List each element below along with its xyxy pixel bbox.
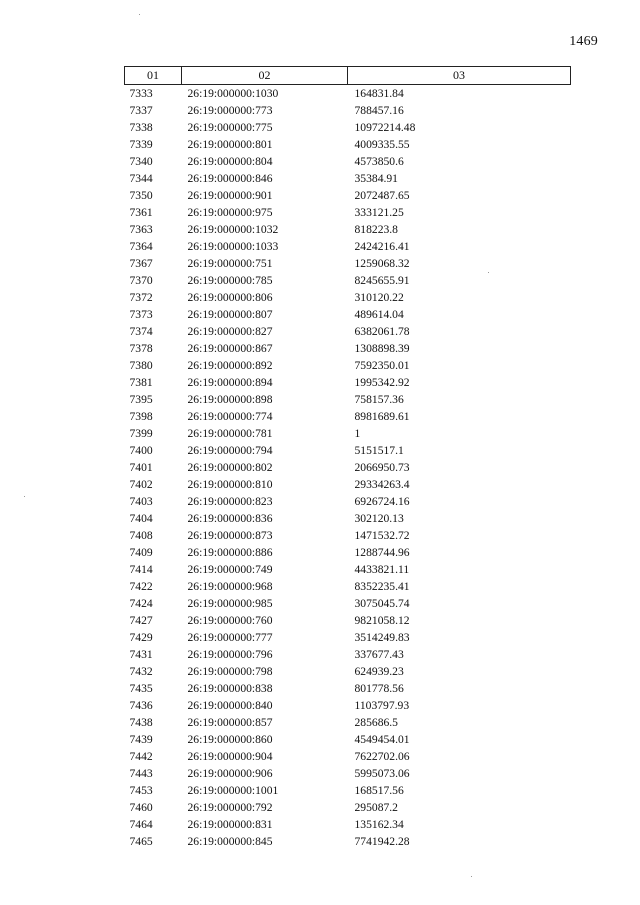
table-header [125,67,571,85]
table-row [125,510,571,527]
table-row [125,238,571,255]
value-cell: 310120.22 [354,291,404,304]
table-row [125,272,571,289]
value-cell: 8245655.91 [354,274,410,287]
cadastral-number-cell: 26:19:000000:775 [187,121,273,134]
scan-speck [471,876,472,877]
cadastral-number-cell: 26:19:000000:886 [187,546,273,559]
row-number-cell: 7401 [129,461,153,474]
row-number-cell: 7364 [129,240,153,253]
cadastral-number-cell: 26:19:000000:792 [187,801,273,814]
value-cell: 164831.84 [354,87,404,100]
row-number-cell: 7381 [129,376,153,389]
value-cell: 168517.56 [354,784,404,797]
table-row [125,323,571,340]
table-row [125,340,571,357]
row-number-cell: 7400 [129,444,153,457]
cadastral-number-cell: 26:19:000000:838 [187,682,273,695]
row-number-cell: 7372 [129,291,153,304]
row-number-cell: 7380 [129,359,153,372]
value-cell: 9821058.12 [354,614,410,627]
cadastral-number-cell: 26:19:000000:894 [187,376,273,389]
table-row [125,765,571,782]
row-number-cell: 7339 [129,138,153,151]
value-cell: 1 [354,427,361,440]
row-number-cell: 7408 [129,529,153,542]
cadastral-number-cell: 26:19:000000:857 [187,716,273,729]
row-number-cell: 7403 [129,495,153,508]
cadastral-number-cell: 26:19:000000:1030 [187,87,279,100]
row-number-cell: 7370 [129,274,153,287]
row-number-cell: 7337 [129,104,153,117]
cadastral-number-cell: 26:19:000000:867 [187,342,273,355]
table-row [125,629,571,646]
table-row [125,187,571,204]
row-number-cell: 7340 [129,155,153,168]
table-header-row [125,67,571,85]
row-number-cell: 7414 [129,563,153,576]
cadastral-number-cell: 26:19:000000:860 [187,733,273,746]
value-cell: 1308898.39 [354,342,410,355]
cadastral-number-cell: 26:19:000000:1001 [187,784,279,797]
table-row [125,527,571,544]
table-row [125,748,571,765]
value-cell: 285686.5 [354,716,398,729]
value-cell: 1471532.72 [354,529,410,542]
row-number-cell: 7424 [129,597,153,610]
cadastral-number-cell: 26:19:000000:827 [187,325,273,338]
value-cell: 8981689.61 [354,410,410,423]
row-number-cell: 7431 [129,648,153,661]
value-cell: 818223.8 [354,223,398,236]
cadastral-number-cell: 26:19:000000:807 [187,308,273,321]
row-number-cell: 7464 [129,818,153,831]
value-cell: 2066950.73 [354,461,410,474]
value-cell: 2072487.65 [354,189,410,202]
row-number-cell: 7439 [129,733,153,746]
table-row [125,663,571,680]
table-body [125,85,571,851]
table-row [125,408,571,425]
value-cell: 788457.16 [354,104,404,117]
value-cell: 10972214.48 [354,121,416,134]
row-number-cell: 7442 [129,750,153,763]
table-row [125,680,571,697]
row-number-cell: 7350 [129,189,153,202]
cadastral-number-cell: 26:19:000000:802 [187,461,273,474]
table-row [125,136,571,153]
cadastral-number-cell: 26:19:000000:798 [187,665,273,678]
table-row [125,578,571,595]
table-row [125,204,571,221]
row-number-cell: 7374 [129,325,153,338]
cadastral-number-cell: 26:19:000000:781 [187,427,273,440]
value-cell: 2424216.41 [354,240,410,253]
cadastral-number-cell: 26:19:000000:898 [187,393,273,406]
row-number-cell: 7367 [129,257,153,270]
row-number-cell: 7409 [129,546,153,559]
table-row [125,221,571,238]
value-cell: 7622702.06 [354,750,410,763]
table-row [125,697,571,714]
value-cell: 295087.2 [354,801,398,814]
value-cell: 6926724.16 [354,495,410,508]
value-cell: 35384.91 [354,172,398,185]
table-row [125,425,571,442]
table-row [125,731,571,748]
row-number-cell: 7399 [129,427,153,440]
value-cell: 4549454.01 [354,733,410,746]
row-number-cell: 7398 [129,410,153,423]
table-row [125,153,571,170]
row-number-cell: 7378 [129,342,153,355]
page-number: 1469 [569,34,598,49]
cadastral-number-cell: 26:19:000000:846 [187,172,273,185]
table-row [125,391,571,408]
cadastral-number-cell: 26:19:000000:751 [187,257,273,270]
value-cell: 4573850.6 [354,155,404,168]
row-number-cell: 7432 [129,665,153,678]
cadastral-number-cell: 26:19:000000:836 [187,512,273,525]
value-cell: 1288744.96 [354,546,410,559]
cadastral-number-cell: 26:19:000000:810 [187,478,273,491]
column-header-01: 01 [125,67,182,85]
cadastral-number-cell: 26:19:000000:901 [187,189,273,202]
row-number-cell: 7395 [129,393,153,406]
table-row [125,799,571,816]
cadastral-number-cell: 26:19:000000:801 [187,138,273,151]
row-number-cell: 7338 [129,121,153,134]
table-row [125,306,571,323]
cadastral-number-cell: 26:19:000000:906 [187,767,273,780]
table-row [125,714,571,731]
row-number-cell: 7453 [129,784,153,797]
cadastral-number-cell: 26:19:000000:804 [187,155,273,168]
row-number-cell: 7344 [129,172,153,185]
table-row [125,102,571,119]
cadastral-number-cell: 26:19:000000:823 [187,495,273,508]
cadastral-number-cell: 26:19:000000:840 [187,699,273,712]
table-row [125,646,571,663]
cadastral-number-cell: 26:19:000000:785 [187,274,273,287]
value-cell: 801778.56 [354,682,404,695]
column-header-03: 03 [348,67,571,85]
cadastral-number-cell: 26:19:000000:806 [187,291,273,304]
table-row [125,374,571,391]
row-number-cell: 7422 [129,580,153,593]
data-table-container [124,66,570,850]
cadastral-number-cell: 26:19:000000:975 [187,206,273,219]
value-cell: 1259068.32 [354,257,410,270]
scan-speck [139,14,140,15]
value-cell: 624939.23 [354,665,404,678]
table-row [125,170,571,187]
cadastral-number-cell: 26:19:000000:1032 [187,223,279,236]
table-row [125,459,571,476]
cadastral-number-cell: 26:19:000000:845 [187,835,273,848]
row-number-cell: 7402 [129,478,153,491]
cadastral-number-cell: 26:19:000000:774 [187,410,273,423]
cadastral-number-cell: 26:19:000000:904 [187,750,273,763]
value-cell: 7741942.28 [354,835,410,848]
value-cell: 489614.04 [354,308,404,321]
value-cell: 5151517.1 [354,444,404,457]
cadastral-number-cell: 26:19:000000:777 [187,631,273,644]
cadastral-number-cell: 26:19:000000:794 [187,444,273,457]
row-number-cell: 7363 [129,223,153,236]
value-cell: 7592350.01 [354,359,410,372]
value-cell: 1995342.92 [354,376,410,389]
cadastral-number-cell: 26:19:000000:749 [187,563,273,576]
row-number-cell: 7429 [129,631,153,644]
value-cell: 1103797.93 [354,699,410,712]
cadastral-number-cell: 26:19:000000:985 [187,597,273,610]
row-number-cell: 7443 [129,767,153,780]
row-number-cell: 7435 [129,682,153,695]
table-row [125,816,571,833]
table-row [125,544,571,561]
value-cell: 4433821.11 [354,563,410,576]
row-number-cell: 7373 [129,308,153,321]
row-number-cell: 7333 [129,87,153,100]
value-cell: 8352235.41 [354,580,410,593]
table-row [125,612,571,629]
value-cell: 3514249.83 [354,631,410,644]
value-cell: 5995073.06 [354,767,410,780]
table-row [125,833,571,850]
row-number-cell: 7436 [129,699,153,712]
table-row [125,119,571,136]
table-row [125,782,571,799]
column-header-02: 02 [182,67,348,85]
value-cell: 333121.25 [354,206,404,219]
value-cell: 6382061.78 [354,325,410,338]
value-cell: 135162.34 [354,818,404,831]
table-row [125,442,571,459]
cadastral-number-cell: 26:19:000000:760 [187,614,273,627]
row-number-cell: 7465 [129,835,153,848]
table-row [125,493,571,510]
cadastral-number-cell: 26:19:000000:873 [187,529,273,542]
cadastral-number-cell: 26:19:000000:796 [187,648,273,661]
cadastral-number-cell: 26:19:000000:968 [187,580,273,593]
table-row [125,85,571,103]
table-row [125,595,571,612]
cadastral-number-cell: 26:19:000000:831 [187,818,273,831]
cadastral-number-cell: 26:19:000000:773 [187,104,273,117]
value-cell: 758157.36 [354,393,404,406]
table-row [125,561,571,578]
value-cell: 3075045.74 [354,597,410,610]
value-cell: 302120.13 [354,512,404,525]
row-number-cell: 7404 [129,512,153,525]
table-row [125,289,571,306]
data-table [124,66,571,850]
row-number-cell: 7460 [129,801,153,814]
row-number-cell: 7438 [129,716,153,729]
value-cell: 337677.43 [354,648,404,661]
table-row [125,476,571,493]
row-number-cell: 7427 [129,614,153,627]
value-cell: 29334263.4 [354,478,410,491]
scan-speck [24,496,25,497]
cadastral-number-cell: 26:19:000000:892 [187,359,273,372]
table-row [125,357,571,374]
row-number-cell: 7361 [129,206,153,219]
table-row [125,255,571,272]
cadastral-number-cell: 26:19:000000:1033 [187,240,279,253]
value-cell: 4009335.55 [354,138,410,151]
